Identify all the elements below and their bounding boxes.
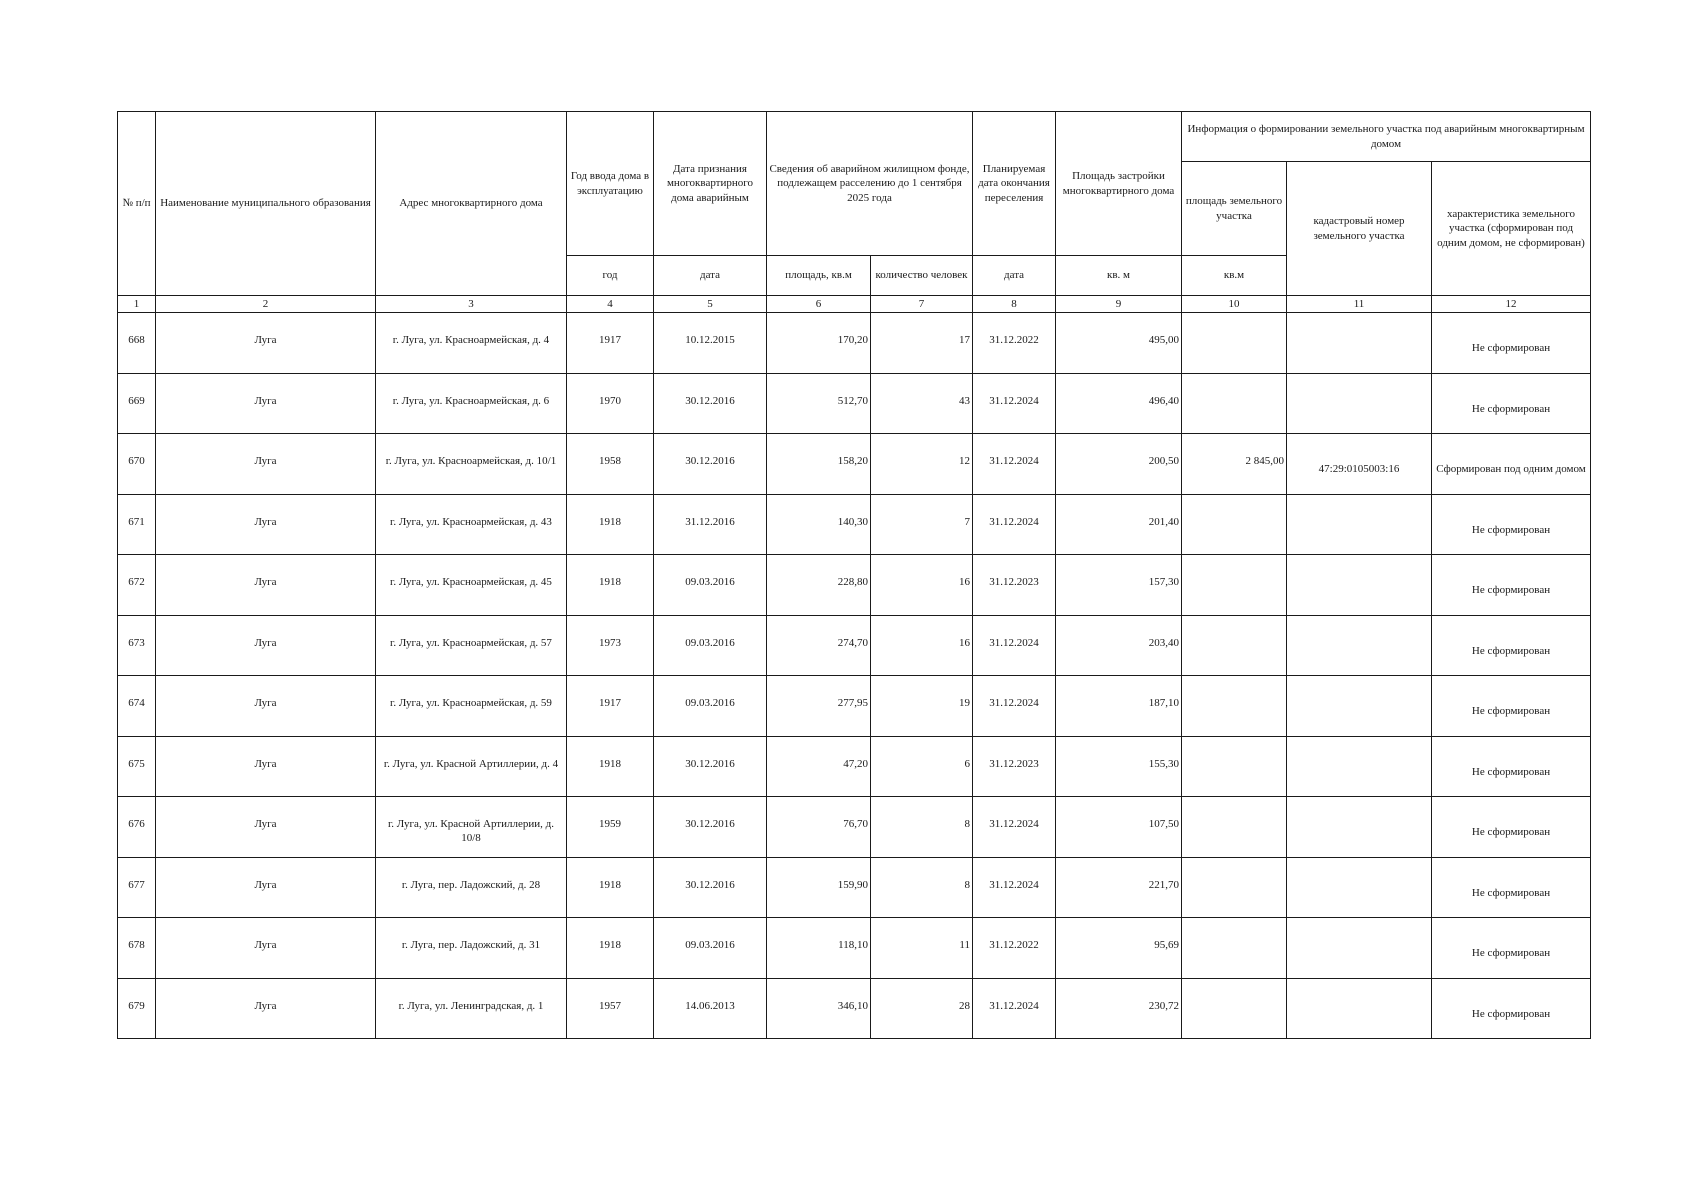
cell-cadastral	[1287, 736, 1432, 797]
cell-year: 1917	[567, 313, 654, 374]
cell-municipality: Луга	[156, 797, 376, 858]
cell-date-recognized: 09.03.2016	[654, 676, 767, 737]
cell-land-area: 2 845,00	[1182, 434, 1287, 495]
table-row	[118, 857, 1591, 918]
header-address: Адрес многоквартирного дома	[376, 112, 567, 296]
header-date-recognized: Дата признания многоквартирного дома аварийным	[654, 112, 767, 256]
unit-area: площадь, кв.м	[767, 256, 871, 296]
unit-building: кв. м	[1056, 256, 1182, 296]
header-num: № п/п	[118, 112, 156, 296]
cell-year: 1918	[567, 555, 654, 616]
cell-planned-date: 31.12.2024	[973, 797, 1056, 858]
cell-building-area: 496,40	[1056, 373, 1182, 434]
table-row	[118, 978, 1591, 1039]
cell-num: 668	[118, 313, 156, 374]
column-number: 5	[654, 296, 767, 313]
cell-municipality: Луга	[156, 978, 376, 1039]
cell-land-char: Не сформирован	[1432, 918, 1591, 979]
table-row	[118, 676, 1591, 737]
cell-land-char: Не сформирован	[1432, 373, 1591, 434]
header-emergency-fund: Сведения об аварийном жилищном фонде, подлежащем расселению до 1 сентября 2025 года	[767, 112, 973, 256]
cell-people: 8	[871, 857, 973, 918]
cell-land-area	[1182, 313, 1287, 374]
cell-people: 28	[871, 978, 973, 1039]
cell-year: 1958	[567, 434, 654, 495]
cell-land-area	[1182, 555, 1287, 616]
header-year: Год ввода дома в эксплуатацию	[567, 112, 654, 256]
cell-people: 43	[871, 373, 973, 434]
cell-address: г. Луга, ул. Красноармейская, д. 6	[376, 373, 567, 434]
cell-building-area: 107,50	[1056, 797, 1182, 858]
cell-year: 1918	[567, 736, 654, 797]
cell-area: 76,70	[767, 797, 871, 858]
cell-people: 17	[871, 313, 973, 374]
cell-area: 512,70	[767, 373, 871, 434]
cell-year: 1918	[567, 918, 654, 979]
cell-people: 16	[871, 555, 973, 616]
cell-num: 676	[118, 797, 156, 858]
cell-num: 671	[118, 494, 156, 555]
table-row	[118, 434, 1591, 495]
unit-year: год	[567, 256, 654, 296]
cell-area: 118,10	[767, 918, 871, 979]
cell-address: г. Луга, пер. Ладожский, д. 28	[376, 857, 567, 918]
column-number: 12	[1432, 296, 1591, 313]
cell-people: 19	[871, 676, 973, 737]
table-row	[118, 373, 1591, 434]
cell-area: 170,20	[767, 313, 871, 374]
cell-num: 678	[118, 918, 156, 979]
cell-planned-date: 31.12.2024	[973, 978, 1056, 1039]
cell-planned-date: 31.12.2024	[973, 857, 1056, 918]
header-planned-date: Планируемая дата окончания переселения	[973, 112, 1056, 256]
cell-municipality: Луга	[156, 494, 376, 555]
cell-land-char: Не сформирован	[1432, 857, 1591, 918]
cell-municipality: Луга	[156, 918, 376, 979]
cell-municipality: Луга	[156, 736, 376, 797]
cell-cadastral	[1287, 615, 1432, 676]
cell-area: 346,10	[767, 978, 871, 1039]
cell-num: 674	[118, 676, 156, 737]
column-number: 6	[767, 296, 871, 313]
cell-planned-date: 31.12.2023	[973, 555, 1056, 616]
cell-year: 1973	[567, 615, 654, 676]
cell-people: 11	[871, 918, 973, 979]
emergency-housing-table	[117, 111, 1591, 1039]
column-number: 2	[156, 296, 376, 313]
unit-people: количество человек	[871, 256, 973, 296]
table-row	[118, 555, 1591, 616]
cell-land-char: Не сформирован	[1432, 676, 1591, 737]
cell-municipality: Луга	[156, 615, 376, 676]
cell-cadastral	[1287, 797, 1432, 858]
cell-land-char: Не сформирован	[1432, 736, 1591, 797]
cell-building-area: 200,50	[1056, 434, 1182, 495]
cell-num: 672	[118, 555, 156, 616]
cell-num: 669	[118, 373, 156, 434]
cell-building-area: 221,70	[1056, 857, 1182, 918]
cell-land-char: Сформирован под одним домом	[1432, 434, 1591, 495]
cell-municipality: Луга	[156, 434, 376, 495]
cell-land-area	[1182, 676, 1287, 737]
cell-people: 7	[871, 494, 973, 555]
cell-cadastral	[1287, 857, 1432, 918]
cell-address: г. Луга, ул. Красноармейская, д. 4	[376, 313, 567, 374]
column-number: 8	[973, 296, 1056, 313]
cell-planned-date: 31.12.2024	[973, 615, 1056, 676]
table-row	[118, 736, 1591, 797]
cell-building-area: 203,40	[1056, 615, 1182, 676]
cell-land-char: Не сформирован	[1432, 313, 1591, 374]
cell-address: г. Луга, ул. Красной Артиллерии, д. 4	[376, 736, 567, 797]
cell-people: 12	[871, 434, 973, 495]
cell-area: 47,20	[767, 736, 871, 797]
column-number: 11	[1287, 296, 1432, 313]
column-number: 7	[871, 296, 973, 313]
cell-land-char: Не сформирован	[1432, 797, 1591, 858]
cell-date-recognized: 09.03.2016	[654, 615, 767, 676]
cell-date-recognized: 10.12.2015	[654, 313, 767, 374]
cell-year: 1970	[567, 373, 654, 434]
header-cadastral: кадастровый номер земельного участка	[1287, 162, 1432, 296]
cell-building-area: 155,30	[1056, 736, 1182, 797]
table-row	[118, 797, 1591, 858]
cell-address: г. Луга, ул. Красноармейская, д. 59	[376, 676, 567, 737]
cell-date-recognized: 30.12.2016	[654, 857, 767, 918]
cell-municipality: Луга	[156, 373, 376, 434]
cell-date-recognized: 30.12.2016	[654, 434, 767, 495]
cell-year: 1957	[567, 978, 654, 1039]
column-number: 10	[1182, 296, 1287, 313]
cell-cadastral	[1287, 918, 1432, 979]
cell-year: 1918	[567, 494, 654, 555]
header-land-char: характеристика земельного участка (сформирован под одним домом, не сформирован)	[1432, 162, 1591, 296]
cell-cadastral	[1287, 373, 1432, 434]
cell-building-area: 95,69	[1056, 918, 1182, 979]
cell-num: 679	[118, 978, 156, 1039]
column-number: 9	[1056, 296, 1182, 313]
cell-land-char: Не сформирован	[1432, 494, 1591, 555]
cell-cadastral	[1287, 676, 1432, 737]
cell-date-recognized: 09.03.2016	[654, 918, 767, 979]
cell-address: г. Луга, ул. Красноармейская, д. 43	[376, 494, 567, 555]
cell-planned-date: 31.12.2022	[973, 313, 1056, 374]
header-building-area: Площадь застройки многоквартирного дома	[1056, 112, 1182, 256]
table-row	[118, 615, 1591, 676]
unit-planned: дата	[973, 256, 1056, 296]
cell-date-recognized: 31.12.2016	[654, 494, 767, 555]
cell-land-area	[1182, 615, 1287, 676]
cell-municipality: Луга	[156, 555, 376, 616]
header-land-area: площадь земельного участка	[1182, 162, 1287, 256]
cell-land-area	[1182, 373, 1287, 434]
cell-address: г. Луга, ул. Красноармейская, д. 45	[376, 555, 567, 616]
cell-year: 1917	[567, 676, 654, 737]
cell-planned-date: 31.12.2024	[973, 494, 1056, 555]
cell-num: 673	[118, 615, 156, 676]
table-row	[118, 918, 1591, 979]
table-row	[118, 494, 1591, 555]
cell-building-area: 187,10	[1056, 676, 1182, 737]
table-row	[118, 313, 1591, 374]
cell-land-area	[1182, 918, 1287, 979]
cell-area: 159,90	[767, 857, 871, 918]
cell-address: г. Луга, ул. Красной Артиллерии, д. 10/8	[376, 797, 567, 858]
cell-land-area	[1182, 978, 1287, 1039]
cell-building-area: 157,30	[1056, 555, 1182, 616]
cell-num: 670	[118, 434, 156, 495]
cell-num: 677	[118, 857, 156, 918]
unit-land: кв.м	[1182, 256, 1287, 296]
cell-municipality: Луга	[156, 857, 376, 918]
cell-building-area: 230,72	[1056, 978, 1182, 1039]
cell-year: 1918	[567, 857, 654, 918]
cell-planned-date: 31.12.2024	[973, 434, 1056, 495]
cell-people: 16	[871, 615, 973, 676]
cell-building-area: 495,00	[1056, 313, 1182, 374]
cell-land-char: Не сформирован	[1432, 978, 1591, 1039]
cell-address: г. Луга, ул. Красноармейская, д. 57	[376, 615, 567, 676]
cell-date-recognized: 14.06.2013	[654, 978, 767, 1039]
cell-land-area	[1182, 736, 1287, 797]
cell-area: 140,30	[767, 494, 871, 555]
cell-people: 6	[871, 736, 973, 797]
cell-land-char: Не сформирован	[1432, 615, 1591, 676]
cell-people: 8	[871, 797, 973, 858]
column-number: 3	[376, 296, 567, 313]
cell-area: 158,20	[767, 434, 871, 495]
unit-date: дата	[654, 256, 767, 296]
cell-address: г. Луга, ул. Ленинградская, д. 1	[376, 978, 567, 1039]
cell-date-recognized: 09.03.2016	[654, 555, 767, 616]
cell-planned-date: 31.12.2024	[973, 676, 1056, 737]
cell-area: 228,80	[767, 555, 871, 616]
cell-land-area	[1182, 797, 1287, 858]
cell-building-area: 201,40	[1056, 494, 1182, 555]
cell-cadastral	[1287, 555, 1432, 616]
cell-address: г. Луга, ул. Красноармейская, д. 10/1	[376, 434, 567, 495]
cell-land-char: Не сформирован	[1432, 555, 1591, 616]
cell-planned-date: 31.12.2022	[973, 918, 1056, 979]
cell-address: г. Луга, пер. Ладожский, д. 31	[376, 918, 567, 979]
cell-cadastral: 47:29:0105003:16	[1287, 434, 1432, 495]
column-number: 4	[567, 296, 654, 313]
cell-num: 675	[118, 736, 156, 797]
cell-land-area	[1182, 494, 1287, 555]
cell-date-recognized: 30.12.2016	[654, 797, 767, 858]
cell-cadastral	[1287, 494, 1432, 555]
cell-area: 274,70	[767, 615, 871, 676]
column-number: 1	[118, 296, 156, 313]
header-land-info: Информация о формировании земельного участка под аварийным многоквартирным домом	[1182, 112, 1591, 162]
cell-cadastral	[1287, 978, 1432, 1039]
header-municipality: Наименование муниципального образования	[156, 112, 376, 296]
cell-land-area	[1182, 857, 1287, 918]
cell-municipality: Луга	[156, 313, 376, 374]
cell-municipality: Луга	[156, 676, 376, 737]
cell-area: 277,95	[767, 676, 871, 737]
cell-year: 1959	[567, 797, 654, 858]
cell-date-recognized: 30.12.2016	[654, 736, 767, 797]
cell-date-recognized: 30.12.2016	[654, 373, 767, 434]
cell-cadastral	[1287, 313, 1432, 374]
cell-planned-date: 31.12.2024	[973, 373, 1056, 434]
cell-planned-date: 31.12.2023	[973, 736, 1056, 797]
table-body	[118, 313, 1591, 1039]
